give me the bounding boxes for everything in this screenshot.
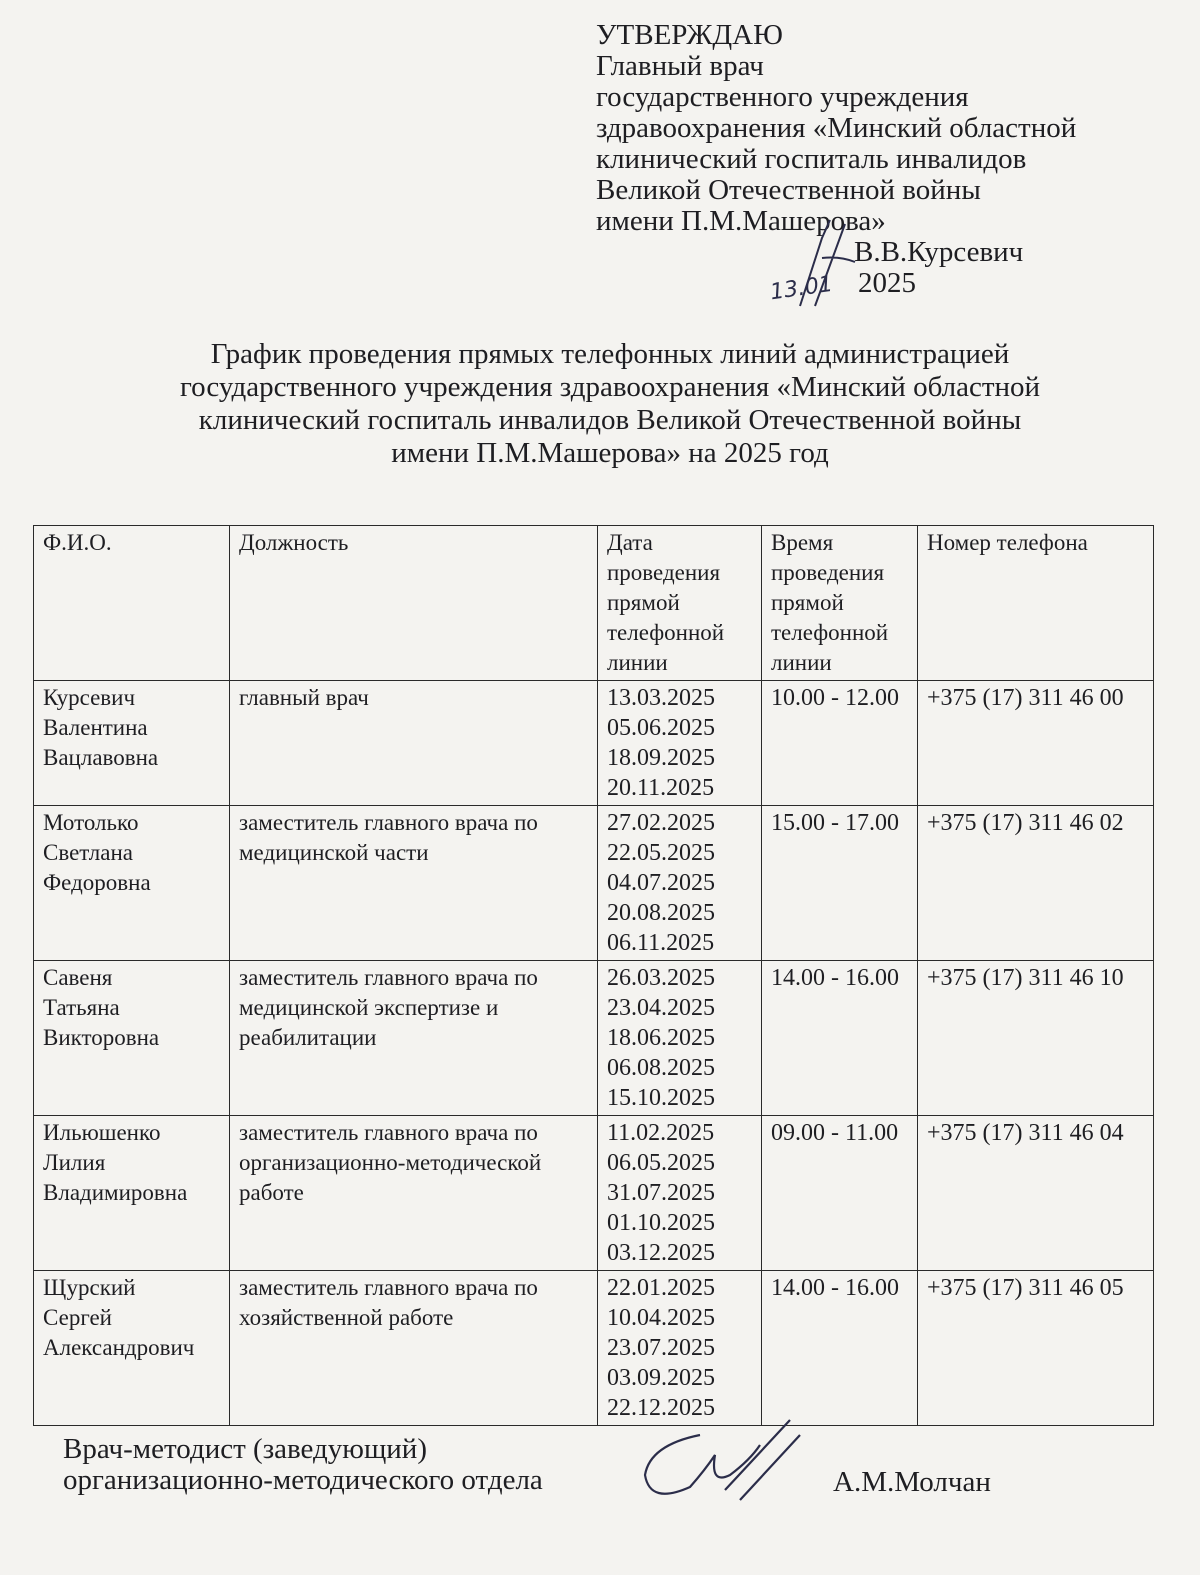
cell-name	[34, 1116, 230, 1271]
cell-name	[34, 961, 230, 1116]
cell-position	[230, 806, 598, 961]
cell-dates-line: 26.03.2025	[607, 965, 715, 991]
cell-dates-line: 22.12.2025	[607, 1395, 715, 1421]
cell-time: 14.00 - 16.00	[762, 961, 918, 1116]
document-title	[60, 338, 1160, 470]
cell-time: 15.00 - 17.00	[762, 806, 918, 961]
cell-dates-line: 10.04.2025	[607, 1305, 715, 1331]
cell-position-line: заместитель главного врача по	[239, 965, 538, 990]
cell-dates	[598, 1116, 762, 1271]
table-header-row	[34, 526, 1154, 681]
cell-name	[34, 681, 230, 806]
cell-time: 09.00 - 11.00	[762, 1116, 918, 1271]
cell-name-line: Курсевич	[43, 685, 136, 710]
cell-phone: +375 (17) 311 46 05	[918, 1271, 1154, 1426]
cell-dates-line: 27.02.2025	[607, 810, 715, 836]
cell-position-line: заместитель главного врача по	[239, 810, 538, 835]
cell-phone: +375 (17) 311 46 02	[918, 806, 1154, 961]
cell-name-line: Викторовна	[43, 1025, 160, 1050]
cell-dates-line: 15.10.2025	[607, 1085, 715, 1111]
header-time-line: проведения	[771, 560, 885, 585]
table-row	[34, 681, 1154, 806]
approval-line: Великой Отечественной войны	[596, 174, 981, 206]
header-time-line: Время	[771, 530, 834, 555]
title-line: клинический госпиталь инвалидов Великой Отечественной войны	[198, 404, 1022, 436]
schedule-body	[34, 681, 1154, 1426]
cell-name-line: Лилия	[43, 1150, 106, 1175]
footer-signature	[630, 1415, 810, 1525]
cell-position	[230, 1116, 598, 1271]
footer-line: организационно-методического отдела	[63, 1464, 543, 1496]
cell-position-line: заместитель главного врача по	[239, 1275, 538, 1300]
cell-dates-line: 03.09.2025	[607, 1365, 715, 1391]
cell-position	[230, 681, 598, 806]
cell-dates-line: 23.07.2025	[607, 1335, 715, 1361]
header-date	[598, 526, 762, 681]
cell-name-line: Светлана	[43, 840, 133, 865]
footer-block	[63, 1434, 543, 1496]
cell-position-line: реабилитации	[239, 1025, 377, 1050]
cell-dates	[598, 961, 762, 1116]
cell-dates-line: 23.04.2025	[607, 995, 715, 1021]
cell-dates-line: 04.07.2025	[607, 870, 715, 896]
cell-position-line: заместитель главного врача по	[239, 1120, 538, 1145]
cell-dates-line: 05.06.2025	[607, 715, 715, 741]
cell-dates	[598, 806, 762, 961]
title-line: имени П.М.Машерова» на 2025 год	[391, 437, 829, 469]
table-row	[34, 961, 1154, 1116]
header-date-line: линии	[607, 650, 668, 675]
cell-name-line: Федоровна	[43, 870, 151, 895]
cell-dates-line: 03.12.2025	[607, 1240, 715, 1266]
cell-dates-line: 06.11.2025	[607, 930, 715, 956]
handwritten-date: 13.01	[768, 271, 835, 306]
header-time-line: линии	[771, 650, 832, 675]
cell-position-line: хозяйственной работе	[239, 1305, 454, 1330]
table-row	[34, 806, 1154, 961]
cell-dates-line: 20.08.2025	[607, 900, 715, 926]
approval-heading: УТВЕРЖДАЮ	[596, 19, 783, 51]
cell-name-line: Щурский	[43, 1275, 136, 1300]
header-time	[762, 526, 918, 681]
header-phone: Номер телефона	[918, 526, 1154, 681]
cell-position-line: работе	[239, 1180, 304, 1205]
cell-position-line: медицинской части	[239, 840, 429, 865]
cell-dates-line: 06.05.2025	[607, 1150, 715, 1176]
cell-name-line: Александрович	[43, 1335, 195, 1360]
cell-dates-line: 18.09.2025	[607, 745, 715, 771]
cell-dates-line: 01.10.2025	[607, 1210, 715, 1236]
approval-block	[596, 20, 1156, 299]
header-date-line: проведения	[607, 560, 721, 585]
header-date-line: телефонной	[607, 620, 725, 645]
cell-name	[34, 1271, 230, 1426]
cell-name-line: Владимировна	[43, 1180, 188, 1205]
cell-dates-line: 31.07.2025	[607, 1180, 715, 1206]
header-time-line: телефонной	[771, 620, 889, 645]
cell-dates-line: 11.02.2025	[607, 1120, 715, 1146]
header-time-line: прямой	[771, 590, 844, 615]
cell-dates	[598, 681, 762, 806]
cell-phone: +375 (17) 311 46 00	[918, 681, 1154, 806]
cell-phone: +375 (17) 311 46 10	[918, 961, 1154, 1116]
cell-name-line: Вацлавовна	[43, 745, 159, 770]
cell-name-line: Ильюшенко	[43, 1120, 161, 1145]
cell-dates-line: 22.05.2025	[607, 840, 715, 866]
approval-line: Главный врач	[596, 50, 764, 82]
cell-dates-line: 18.06.2025	[607, 1025, 715, 1051]
schedule-table	[33, 525, 1154, 1426]
header-date-line: Дата	[607, 530, 653, 555]
approval-signer: В.В.Курсевич	[854, 236, 1024, 268]
cell-time: 10.00 - 12.00	[762, 681, 918, 806]
cell-dates-line: 20.11.2025	[607, 775, 715, 801]
cell-dates-line: 13.03.2025	[607, 685, 715, 711]
table-row	[34, 1271, 1154, 1426]
header-date-line: прямой	[607, 590, 680, 615]
cell-time: 14.00 - 16.00	[762, 1271, 918, 1426]
footer-line: Врач-методист (заведующий)	[63, 1433, 427, 1465]
cell-dates-line: 06.08.2025	[607, 1055, 715, 1081]
cell-name-line: Татьяна	[43, 995, 120, 1020]
cell-name-line: Валентина	[43, 715, 148, 740]
header-name: Ф.И.О.	[34, 526, 230, 681]
approval-line: государственного учреждения	[596, 81, 969, 113]
cell-dates	[598, 1271, 762, 1426]
cell-phone: +375 (17) 311 46 04	[918, 1116, 1154, 1271]
table-row	[34, 1116, 1154, 1271]
approval-line: здравоохранения «Минский областной	[596, 112, 1077, 144]
approval-line: клинический госпиталь инвалидов	[596, 143, 1027, 175]
cell-position-line: главный врач	[239, 685, 369, 710]
cell-name-line: Савеня	[43, 965, 113, 990]
title-line: государственного учреждения здравоохранения «Минский областной	[179, 371, 1041, 403]
header-position: Должность	[230, 526, 598, 681]
cell-name-line: Мотолько	[43, 810, 139, 835]
approval-line: имени П.М.Машерова»	[596, 205, 886, 237]
cell-name-line: Сергей	[43, 1305, 112, 1330]
footer-name: А.М.Молчан	[833, 1466, 991, 1498]
cell-position	[230, 961, 598, 1116]
cell-position-line: организационно-методической	[239, 1150, 542, 1175]
cell-name	[34, 806, 230, 961]
cell-dates-line: 22.01.2025	[607, 1275, 715, 1301]
cell-position-line: медицинской экспертизе и	[239, 995, 499, 1020]
title-line: График проведения прямых телефонных линий администрацией	[210, 338, 1010, 370]
cell-position	[230, 1271, 598, 1426]
approval-year: 2025	[858, 267, 916, 299]
